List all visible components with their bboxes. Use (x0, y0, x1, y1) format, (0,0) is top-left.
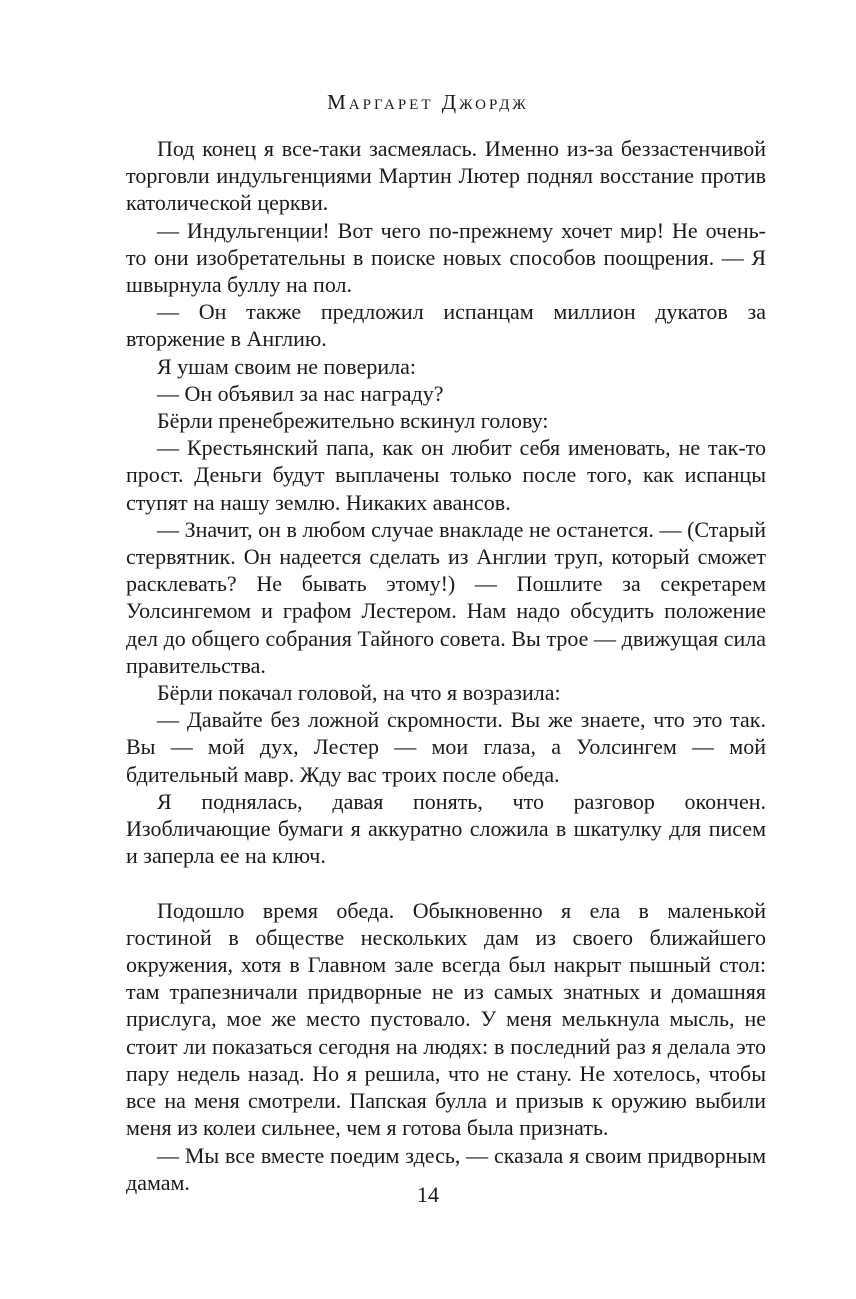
paragraph: — Мы все вместе поедим здесь, — сказала я своим придворным дамам. (126, 1142, 766, 1195)
paragraph: — Значит, он в любом случае внакладе не останется. — (Старый стервятник. Он надеется сделать из Англии труп, который сможет расклевать? Не бывать этому!) — Пошлите за секретарем Уолсингемом и графом Лестером. Нам надо обсудить положение дел до общего собрания Тайного совета. Вы трое — движущая сила правительства. (126, 516, 766, 678)
paragraph: Под конец я все-таки засмеялась. Именно из-за беззастенчивой торговли индульгенциями Мартин Лютер поднял восстание против католической церкви. (126, 136, 766, 216)
paragraph: Бёрли покачал головой, на что я возразила: (157, 680, 561, 706)
paragraph: — Индульгенции! Вот чего по-прежнему хочет мир! Не очень-то они изобретательны в поиске новых способов поощрения. — Я швырнула буллу на пол. (126, 217, 766, 298)
paragraph: Я ушам своим не поверила: (157, 353, 416, 379)
body-text (126, 135, 766, 1196)
paragraph: — Он также предложил испанцам миллион дукатов за вторжение в Англию. (126, 299, 766, 352)
paragraph: — Крестьянский папа, как он любит себя именовать, не так-то прост. Деньги будут выплачены только после того, как испанцы ступят на нашу землю. Никаких авансов. (126, 435, 766, 515)
paragraph: Я поднялась, давая понять, что разговор окончен. Изобличающие бумаги я аккуратно сложила в шкатулку для писем и заперла ее на ключ. (126, 788, 766, 869)
page-number: 14 (417, 1182, 439, 1207)
paragraph: — Давайте без ложной скромности. Вы же знаете, что это так. Вы — мой дух, Лестер — мои глаза, а Уолсингем — мой бдительный мавр. Жду вас троих после обеда. (126, 707, 766, 787)
running-header: Маргарет Джордж (327, 90, 529, 114)
paragraph: Бёрли пренебрежительно вскинул голову: (157, 408, 549, 434)
paragraph: — Он объявил за нас награду? (157, 380, 444, 406)
paragraph: Подошло время обеда. Обыкновенно я ела в маленькой гостиной в обществе нескольких дам из своего ближайшего окружения, хотя в Главном зале всегда был накрыт пышный стол: там трапезничали придворные не из самых знатных и домашняя прислуга, мое же место пустовало. У меня мелькнула мысль, не стоит ли показаться сегодня на людях: в последний раз я делала это пару недель назад. Но я решила, что не стану. Не хотелось, чтобы все на меня смотрели. Папская булла и призыв к оружию выбили меня из колеи сильнее, чем я готова была признать. (126, 897, 766, 1141)
